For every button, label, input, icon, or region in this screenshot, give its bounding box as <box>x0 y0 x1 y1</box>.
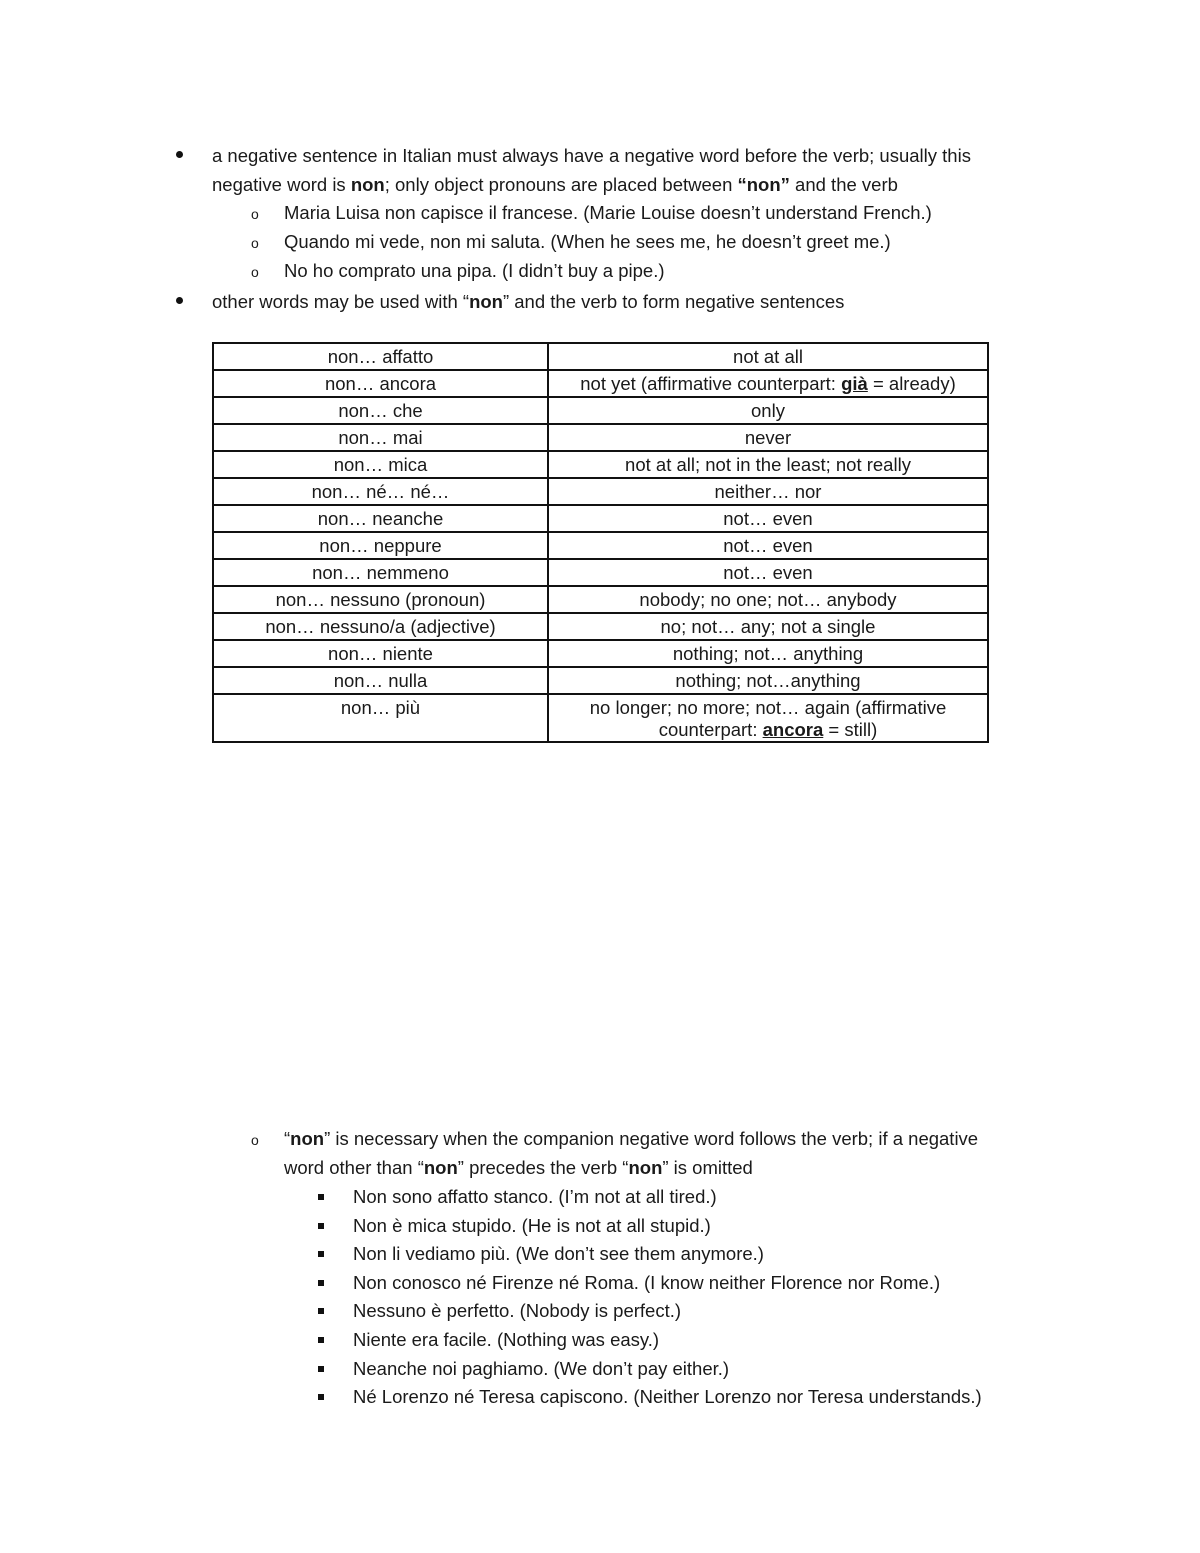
example-sentence: Non è mica stupido. (He is not at all stupid.) <box>353 1214 711 1236</box>
text: ” is omitted <box>662 1157 753 1178</box>
sub-bullet-1: Maria Luisa non capisce il francese. (Marie Louise doesn’t understand French.) <box>284 202 932 223</box>
table-row <box>213 667 988 694</box>
text: no longer; no more; not… again (affirmative counterpart: <box>589 697 947 740</box>
english-meaning-cell: not… even <box>548 559 988 586</box>
text: and the verb <box>789 174 898 195</box>
table-row <box>213 694 988 742</box>
example-sentence: Nessuno è perfetto. (Nobody is perfect.) <box>353 1300 682 1322</box>
counterpart-word: ancora <box>762 719 824 740</box>
o-bullet-marker: o <box>251 1132 259 1148</box>
text: negative word is <box>212 174 351 195</box>
text: = still) <box>823 719 878 740</box>
bullet-2-line-1 <box>212 290 844 314</box>
table-row <box>213 613 988 640</box>
o-bullet-marker: o <box>251 264 259 280</box>
square-bullet <box>318 1394 324 1400</box>
table-row <box>213 397 988 424</box>
italian-term-cell: non… né… né… <box>213 478 548 505</box>
italian-term-cell: non… nulla <box>213 667 548 694</box>
italian-term-cell: non… niente <box>213 640 548 667</box>
o-bullet-marker: o <box>251 235 259 251</box>
bullet-dot <box>176 151 183 158</box>
english-meaning-cell <box>548 694 988 742</box>
o-bullet-marker: o <box>251 206 259 222</box>
english-meaning-cell: not… even <box>548 505 988 532</box>
negatives-table <box>212 342 989 743</box>
table-row <box>213 586 988 613</box>
text: ” is necessary when the companion negative word follows the verb; if a negative <box>324 1128 979 1149</box>
example-sentence: Non sono affatto stanco. (I’m not at all tired.) <box>353 1186 717 1207</box>
english-meaning-cell: nothing; not… anything <box>548 640 988 667</box>
text: “ <box>284 1128 291 1149</box>
text: other words may be used with “ <box>212 291 470 312</box>
example-sentence: Non li vediamo più. (We don’t see them anymore.) <box>353 1243 764 1265</box>
example-sentence: Né Lorenzo né Teresa capiscono. (Neither Lorenzo nor Teresa understands.) <box>353 1386 982 1408</box>
text: a negative sentence in Italian must always have a negative word before the verb; usually this <box>212 145 971 166</box>
example-sentence: Non conosco né Firenze né Roma. (I know neither Florence nor Rome.) <box>353 1271 941 1293</box>
square-bullet <box>318 1308 324 1314</box>
square-bullet <box>318 1337 324 1343</box>
table-row <box>213 532 988 559</box>
italian-term-cell: non… nessuno/a (adjective) <box>213 613 548 640</box>
square-bullet <box>318 1223 324 1229</box>
square-bullet <box>318 1366 324 1372</box>
lower-o-line-1 <box>284 1127 978 1151</box>
table-row <box>213 640 988 667</box>
text: = already) <box>867 373 956 394</box>
bold-term: non <box>469 291 503 312</box>
italian-term-cell: non… nemmeno <box>213 559 548 586</box>
english-meaning-cell: neither… nor <box>548 478 988 505</box>
english-meaning-cell: not at all; not in the least; not really <box>548 451 988 478</box>
bold-term: non <box>423 1157 458 1178</box>
table-row <box>213 559 988 586</box>
bold-term: non <box>290 1128 325 1149</box>
bold-term: non <box>350 174 385 195</box>
square-bullet <box>318 1194 324 1200</box>
bullet-1-line-2 <box>212 173 898 197</box>
table-row <box>213 478 988 505</box>
english-meaning-cell: nothing; not…anything <box>548 667 988 694</box>
text: ” and the verb to form negative sentences <box>502 291 845 312</box>
english-meaning-cell: only <box>548 397 988 424</box>
italian-term-cell: non… affatto <box>213 343 548 370</box>
english-meaning-cell <box>548 370 988 397</box>
english-meaning-cell: never <box>548 424 988 451</box>
bullet-dot <box>176 297 183 304</box>
english-meaning-cell: nobody; no one; not… anybody <box>548 586 988 613</box>
table-row <box>213 505 988 532</box>
english-meaning-cell: no; not… any; not a single <box>548 613 988 640</box>
bold-term: “non” <box>737 174 790 195</box>
italian-term-cell: non… nessuno (pronoun) <box>213 586 548 613</box>
table-row <box>213 343 988 370</box>
text: word other than “ <box>284 1157 424 1178</box>
sub-bullet-3: No ho comprato una pipa. (I didn’t buy a pipe.) <box>284 260 665 281</box>
italian-term-cell: non… ancora <box>213 370 548 397</box>
text: ; only object pronouns are placed between <box>384 174 738 195</box>
text: ” precedes the verb “ <box>457 1157 629 1178</box>
lower-o-line-2 <box>284 1156 753 1180</box>
sub-bullet-2: Quando mi vede, non mi saluta. (When he sees me, he doesn’t greet me.) <box>284 231 891 252</box>
example-sentence: Niente era facile. (Nothing was easy.) <box>353 1329 660 1350</box>
table-row <box>213 370 988 397</box>
example-sentence: Neanche noi paghiamo. (We don’t pay either.) <box>353 1357 730 1379</box>
bullet-1-line-1 <box>212 144 971 168</box>
italian-term-cell: non… più <box>213 694 548 742</box>
bold-term: non <box>628 1157 663 1178</box>
italian-term-cell: non… mai <box>213 424 548 451</box>
square-bullet <box>318 1280 324 1286</box>
italian-term-cell: non… neanche <box>213 505 548 532</box>
square-bullet <box>318 1251 324 1257</box>
english-meaning-cell: not at all <box>548 343 988 370</box>
table-row <box>213 451 988 478</box>
italian-term-cell: non… che <box>213 397 548 424</box>
text: not yet (affirmative counterpart: <box>580 373 842 394</box>
counterpart-word: già <box>841 373 868 394</box>
table-row <box>213 424 988 451</box>
english-meaning-cell: not… even <box>548 532 988 559</box>
italian-term-cell: non… mica <box>213 451 548 478</box>
italian-term-cell: non… neppure <box>213 532 548 559</box>
